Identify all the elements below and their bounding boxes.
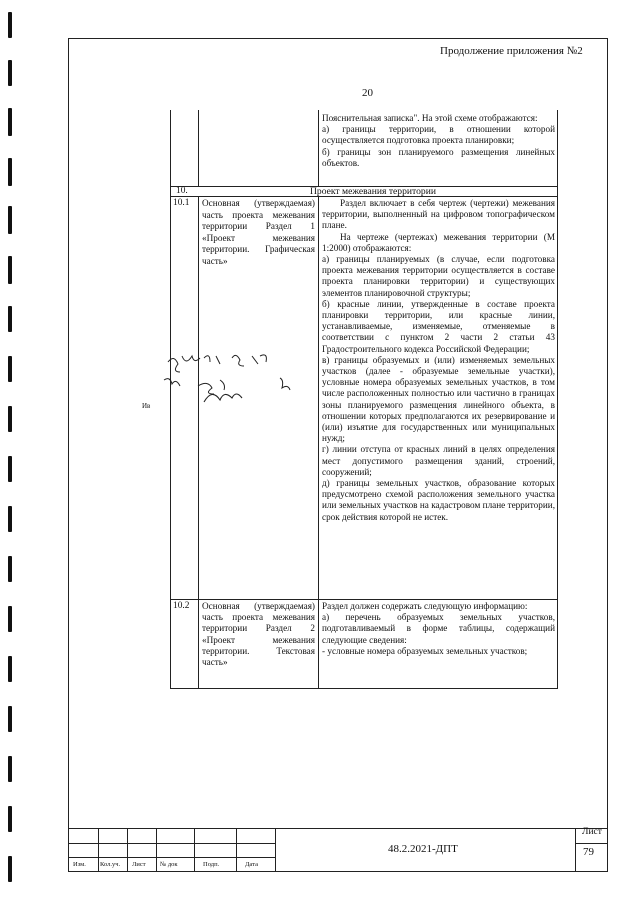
sheet-label: Лист [582, 827, 602, 837]
row-10-1-name: Основная (утверждаемая) часть проекта межевания территории Раздел 1 «Проект межевания территории. Графическая часть» [202, 198, 315, 266]
margin-mark: Ив [142, 402, 151, 410]
content-paragraph: - условные номера образуемых земельных участков; [322, 645, 528, 656]
content-paragraph: в) границы образуемых и (или) изменяемых земельных участков (далее - образуемые земельные участки), условные номера образуемых земельных участков, в том числе расположенных полностью или частично в границах зоны планируемого размещения линейного объекта, в отношении которых предполагаются их резервирование и (или) изъятие для государственных или муниципальных нужд; [322, 354, 555, 444]
row-10-2-content [322, 601, 555, 657]
document-code: 48.2.2021-ДПТ [388, 843, 458, 855]
section-title: Проект межевания территории [310, 186, 436, 197]
content-paragraph: б) красные линии, утвержденные в составе проекта планировки территории, или красные линии, устанавливаемые, изменяемые, отменяемые в соответствии с пунктом 2 части 2 статьи 43 Градостроительного кодекса Российской Федерации; [322, 298, 555, 354]
sheet-number: 79 [583, 846, 594, 858]
binding-strip [0, 0, 20, 905]
content-paragraph: Раздел включает в себя чертеж (чертежи) межевания территории, выполненный на цифровом топографическом плане. [322, 198, 555, 231]
top-row-line: б) границы зон планируемого размещения линейных объектов. [322, 146, 555, 168]
row-10-2-number: 10.2 [173, 601, 190, 611]
content-paragraph: а) перечень образуемых земельных участков, подготавливаемый в форме таблицы, содержащий следующие сведения: [322, 612, 555, 645]
content-paragraph: г) линии отступа от красных линий в целях определения мест допустимого размещения зданий, строений, сооружений; [322, 444, 555, 477]
stamp-col-data: Дата [245, 861, 258, 868]
content-paragraph: д) границы земельных участков, образование которых предусмотрено схемой расположения земельного участка или земельных участков на кадастровом плане территории, срок действия которой не истек. [322, 478, 555, 522]
row-10-1-content [322, 198, 555, 523]
top-row-line: а) границы территории, в отношении которой осуществляется подготовка проекта планировки; [322, 124, 555, 146]
stamp-col-koluch: Кол.уч. [100, 861, 121, 868]
handwritten-signature [160, 350, 310, 420]
stamp-col-izm: Изм. [73, 861, 86, 868]
stamp-col-ndok: № док [160, 861, 178, 868]
page-number: 20 [362, 87, 373, 99]
content-paragraph: На чертеже (чертежах) межевания территории (М 1:2000) отображаются: [322, 231, 555, 253]
content-paragraph: Раздел должен содержать следующую информацию: [322, 601, 528, 611]
stamp-col-podp: Подп. [203, 861, 220, 868]
row-10-1-number: 10.1 [173, 198, 190, 208]
top-row-content [322, 113, 555, 169]
section-number: 10. [176, 186, 188, 196]
stamp-col-list: Лист [132, 861, 146, 868]
content-paragraph: а) границы планируемых (в случае, если подготовка проекта межевания территории осуществляется в составе проекта планировки территории) и существующих элементов планировочной структуры; [322, 254, 555, 298]
top-row-line: Пояснительная записка". На этой схеме отображаются: [322, 113, 538, 123]
row-10-2-name: Основная (утверждаемая) часть проекта межевания территории Раздел 2 «Проект межевания территории. Текстовая часть» [202, 601, 315, 668]
continuation-note: Продолжение приложения №2 [440, 45, 583, 57]
